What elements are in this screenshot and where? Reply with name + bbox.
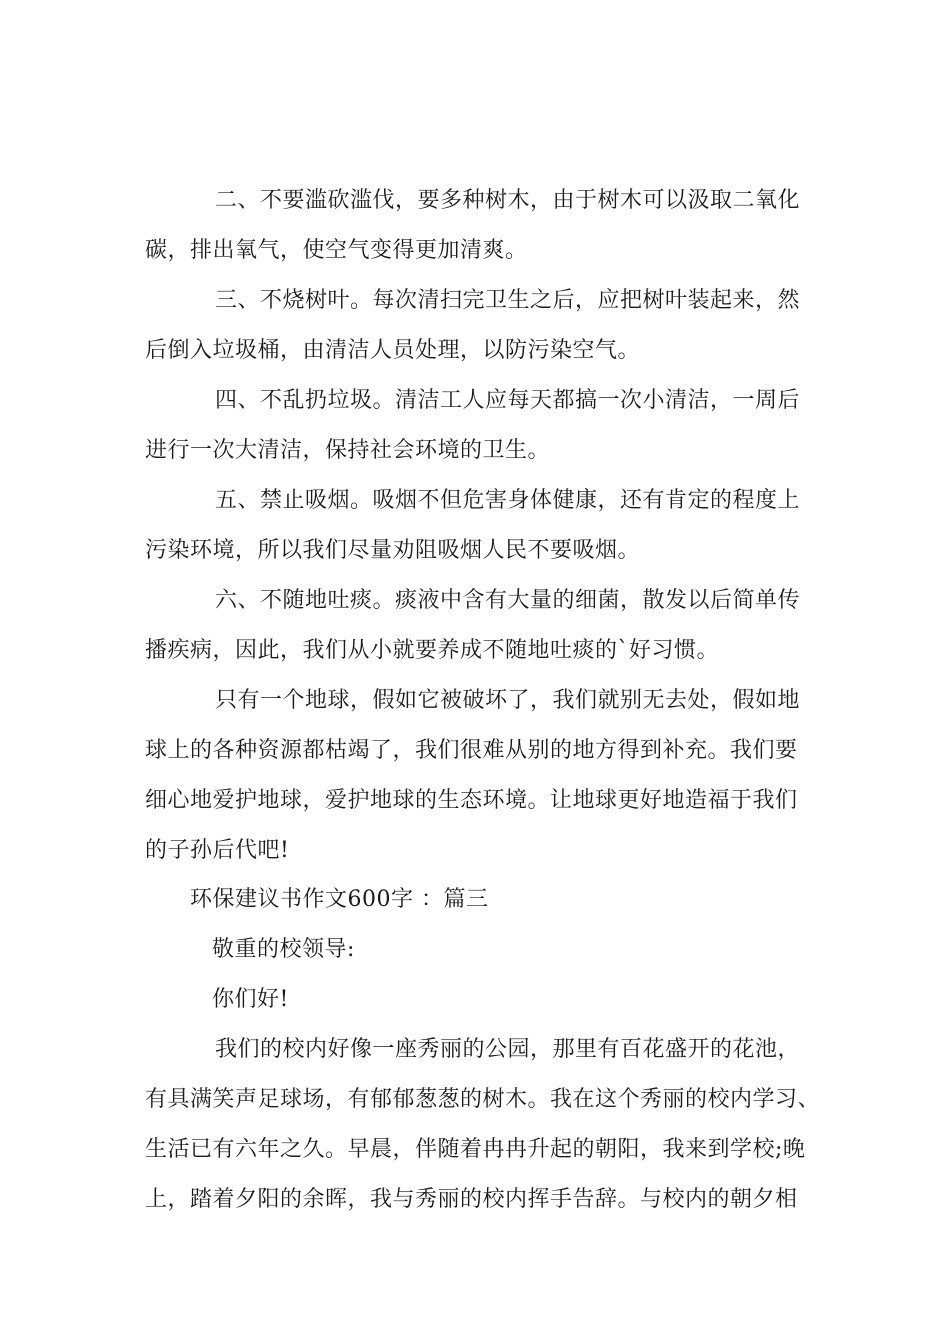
paragraph-6-line-1: 六、不随地吐痰。痰液中含有大量的细菌，散发以后简单传	[215, 588, 801, 613]
closing-paragraph-line-3: 细心地爱护地球，爱护地球的生态环境。让地球更好地造福于我们	[145, 788, 798, 813]
paragraph-4-line-2: 进行一次大清洁，保持社会环境的卫生。	[145, 438, 551, 463]
letter-body-line-4: 上，踏着夕阳的余晖，我与秀丽的校内挥手告辞。与校内的朝夕相	[145, 1187, 798, 1212]
section-heading: 环保建议书作文600字 ：篇三	[190, 887, 489, 912]
closing-paragraph-line-4: 的子孙后代吧!	[145, 838, 290, 863]
paragraph-3-line-1: 三、不烧树叶。每次清扫完卫生之后，应把树叶装起来，然	[215, 288, 801, 313]
paragraph-2-line-2: 碳，排出氧气，使空气变得更加清爽。	[145, 238, 528, 263]
paragraph-4-line-1: 四、不乱扔垃圾。清洁工人应每天都搞一次小清洁，一周后	[215, 388, 801, 413]
paragraph-2-line-1: 二、不要滥砍滥伐，要多种树木，由于树木可以汲取二氧化	[215, 188, 801, 213]
letter-greeting: 你们好!	[212, 987, 289, 1012]
closing-paragraph-line-1: 只有一个地球，假如它被破坏了，我们就别无去处，假如地	[215, 688, 801, 713]
letter-body-line-2: 有具满笑声足球场，有郁郁葱葱的树木。我在这个秀丽的校内学习、	[145, 1087, 821, 1112]
paragraph-5-line-2: 污染环境，所以我们尽量劝阻吸烟人民不要吸烟。	[145, 538, 641, 563]
closing-paragraph-line-2: 球上的各种资源都枯竭了，我们很难从别的地方得到补充。我们要	[145, 738, 798, 763]
letter-salutation: 敬重的校领导:	[212, 937, 355, 962]
paragraph-6-line-2: 播疾病，因此，我们从小就要养成不随地吐痰的`好习惯。	[145, 638, 720, 663]
letter-body-line-1: 我们的校内好像一座秀丽的公园，那里有百花盛开的花池，	[215, 1037, 801, 1062]
paragraph-3-line-2: 后倒入垃圾桶，由清洁人员处理，以防污染空气。	[145, 338, 641, 363]
paragraph-5-line-1: 五、禁止吸烟。吸烟不但危害身体健康，还有肯定的程度上	[215, 488, 801, 513]
letter-body-line-3: 生活已有六年之久。早晨，伴随着冉冉升起的朝阳，我来到学校;晚	[145, 1137, 806, 1162]
